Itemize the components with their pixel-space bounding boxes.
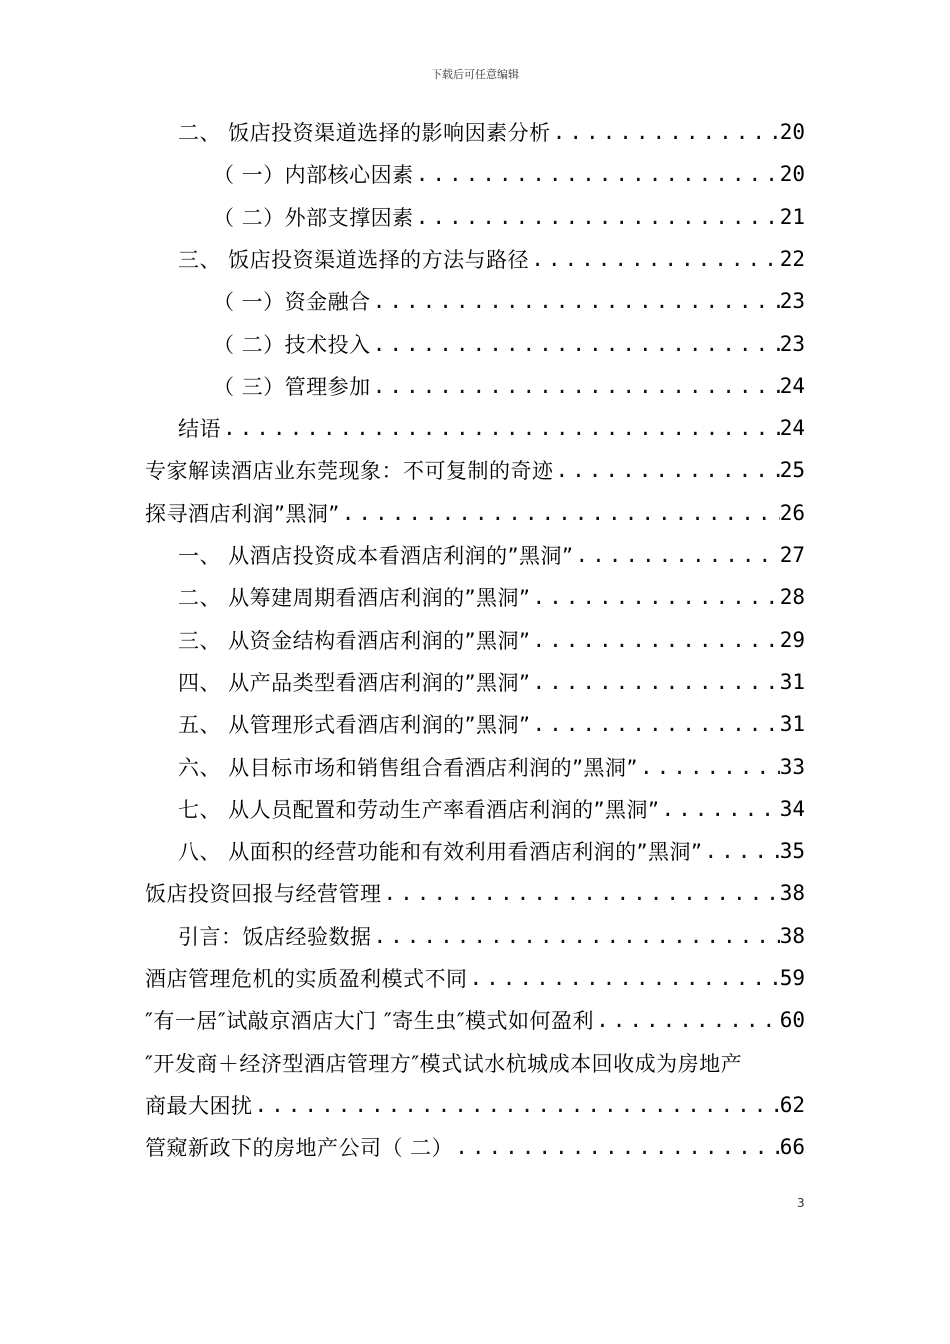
- toc-entry-title: 二、 从筹建周期看酒店利润的”黑洞”: [178, 586, 531, 611]
- toc-entry[interactable]: [178, 620, 805, 660]
- dot-leader: [594, 1008, 780, 1032]
- toc-entry-title: （ 二）技术投入: [213, 332, 371, 357]
- dot-leader: [468, 966, 780, 990]
- page-header: 下载后可任意编辑: [431, 68, 519, 81]
- toc-entry-page: 26: [779, 500, 805, 525]
- dot-leader: [530, 712, 779, 736]
- toc-entry[interactable]: [145, 1000, 805, 1040]
- dot-leader: [221, 416, 780, 440]
- toc-entry[interactable]: [145, 1127, 805, 1167]
- toc-entry-page: 21: [779, 204, 805, 229]
- dot-leader: [414, 205, 780, 229]
- toc-entry-title: 结语: [178, 417, 221, 442]
- toc-entry-page: 29: [779, 627, 805, 652]
- toc-entry-title: （ 一）资金融合: [213, 290, 371, 315]
- toc-entry-page: 27: [779, 543, 805, 567]
- toc-entry[interactable]: [178, 577, 805, 617]
- dot-leader: [530, 585, 779, 609]
- dot-leader: [529, 247, 780, 271]
- toc-entry[interactable]: [145, 1085, 805, 1125]
- toc-entry[interactable]: [178, 239, 805, 279]
- toc-entry-page: 38: [779, 881, 805, 906]
- dot-leader: [573, 543, 779, 567]
- toc-entry-page: 33: [779, 754, 805, 779]
- toc-entry-page: 66: [779, 1135, 805, 1160]
- toc-entry-page: 31: [779, 669, 805, 694]
- toc-entry-title: 四、 从产品类型看酒店利润的”黑洞”: [178, 670, 531, 695]
- dot-leader: [340, 501, 780, 525]
- toc-entry[interactable]: [178, 535, 805, 575]
- toc-entry[interactable]: [178, 916, 805, 956]
- toc-entry-page: 35: [779, 839, 805, 864]
- toc-entry-page: 28: [779, 585, 805, 610]
- dot-leader: [659, 797, 779, 821]
- dot-leader: [382, 881, 780, 905]
- toc-entry-page: 34: [779, 796, 805, 821]
- dot-leader: [530, 628, 779, 652]
- toc-entry-title: 二、 饭店投资渠道选择的影响因素分析: [178, 121, 551, 145]
- toc-entry-title: 引言：饭店经验数据: [178, 924, 372, 949]
- toc-entry-title: 商最大困扰: [145, 1093, 253, 1118]
- dot-leader: [551, 120, 780, 144]
- toc-entry[interactable]: [178, 408, 805, 448]
- toc-entry[interactable]: [213, 366, 805, 406]
- toc-entry[interactable]: [178, 704, 805, 744]
- toc-entry-page: 22: [779, 246, 805, 271]
- toc-entry-page: 60: [779, 1008, 805, 1033]
- toc-entry-page: 62: [779, 1092, 805, 1117]
- page-number: 3: [797, 1196, 805, 1210]
- toc-entry-page: 38: [779, 923, 805, 948]
- dot-leader: [414, 162, 780, 186]
- dot-leader: [372, 924, 780, 948]
- toc-entry-title: 五、 从管理形式看酒店利润的”黑洞”: [178, 713, 531, 738]
- toc-entry[interactable]: [178, 831, 805, 871]
- toc-entry[interactable]: [178, 747, 805, 787]
- dot-leader: [453, 1135, 780, 1159]
- toc-entry-title: （ 三）管理参加: [213, 374, 371, 399]
- dot-leader: [702, 839, 779, 863]
- toc-entry-title: ″有一居″试敲京酒店大门 ″寄生虫″模式如何盈利: [145, 1009, 595, 1034]
- toc-entry[interactable]: [178, 112, 805, 152]
- toc-entry[interactable]: [213, 324, 805, 364]
- toc-entry[interactable]: [213, 197, 805, 237]
- dot-leader: [530, 670, 779, 694]
- toc-entry[interactable]: [213, 154, 805, 194]
- toc-entry-page: 23: [779, 289, 805, 314]
- dot-leader: [253, 1093, 780, 1117]
- dot-leader: [371, 289, 780, 313]
- toc-entry-title: 饭店投资回报与经营管理: [145, 882, 382, 907]
- toc-entry-title: 三、 从资金结构看酒店利润的”黑洞”: [178, 628, 531, 653]
- toc-entry-page: 23: [779, 331, 805, 356]
- toc-entry-page: 25: [779, 458, 805, 483]
- toc-entry-title: ″开发商＋经济型酒店管理方″模式试水杭城成本回收成为房地产: [145, 1051, 743, 1076]
- dot-leader: [638, 755, 780, 779]
- toc-entry[interactable]: [178, 662, 805, 702]
- toc-entry[interactable]: [178, 789, 805, 829]
- toc-entry-title: 专家解读酒店业东莞现象：不可复制的奇迹: [145, 459, 554, 484]
- toc-entry-page: 31: [779, 712, 805, 737]
- toc-entry-title: 探寻酒店利润”黑洞”: [145, 501, 340, 526]
- toc-entry-title: 一、 从酒店投资成本看酒店利润的”黑洞”: [178, 544, 574, 568]
- toc-entry-page: 20: [779, 162, 805, 187]
- toc-entry-title: 七、 从人员配置和劳动生产率看酒店利润的”黑洞”: [178, 797, 660, 822]
- toc-entry-page: 24: [779, 373, 805, 398]
- toc-entry-title: 酒店管理危机的实质盈利模式不同: [145, 967, 468, 991]
- toc-entry[interactable]: [145, 1043, 805, 1083]
- toc-entry-page: 24: [779, 416, 805, 441]
- toc-entry[interactable]: [145, 493, 805, 533]
- toc-entry-title: 六、 从目标市场和销售组合看酒店利润的”黑洞”: [178, 755, 638, 780]
- toc-entry[interactable]: [145, 873, 805, 913]
- toc-entry-page: 20: [779, 120, 805, 144]
- toc-entry[interactable]: [213, 281, 805, 321]
- toc-entry-page: 59: [779, 966, 805, 990]
- toc-entry-title: （ 二）外部支撑因素: [213, 205, 414, 230]
- toc-entry-title: 三、 饭店投资渠道选择的方法与路径: [178, 247, 530, 272]
- toc-entry-title: 八、 从面积的经营功能和有效利用看酒店利润的”黑洞”: [178, 840, 703, 865]
- toc-entry-title: 管窥新政下的房地产公司（ 二）: [145, 1136, 454, 1161]
- toc-entry[interactable]: [145, 958, 805, 998]
- dot-leader: [371, 374, 780, 398]
- toc-entry-title: （ 一）内部核心因素: [213, 163, 414, 188]
- toc-entry[interactable]: [145, 450, 805, 490]
- dot-leader: [371, 332, 780, 356]
- dot-leader: [554, 458, 780, 482]
